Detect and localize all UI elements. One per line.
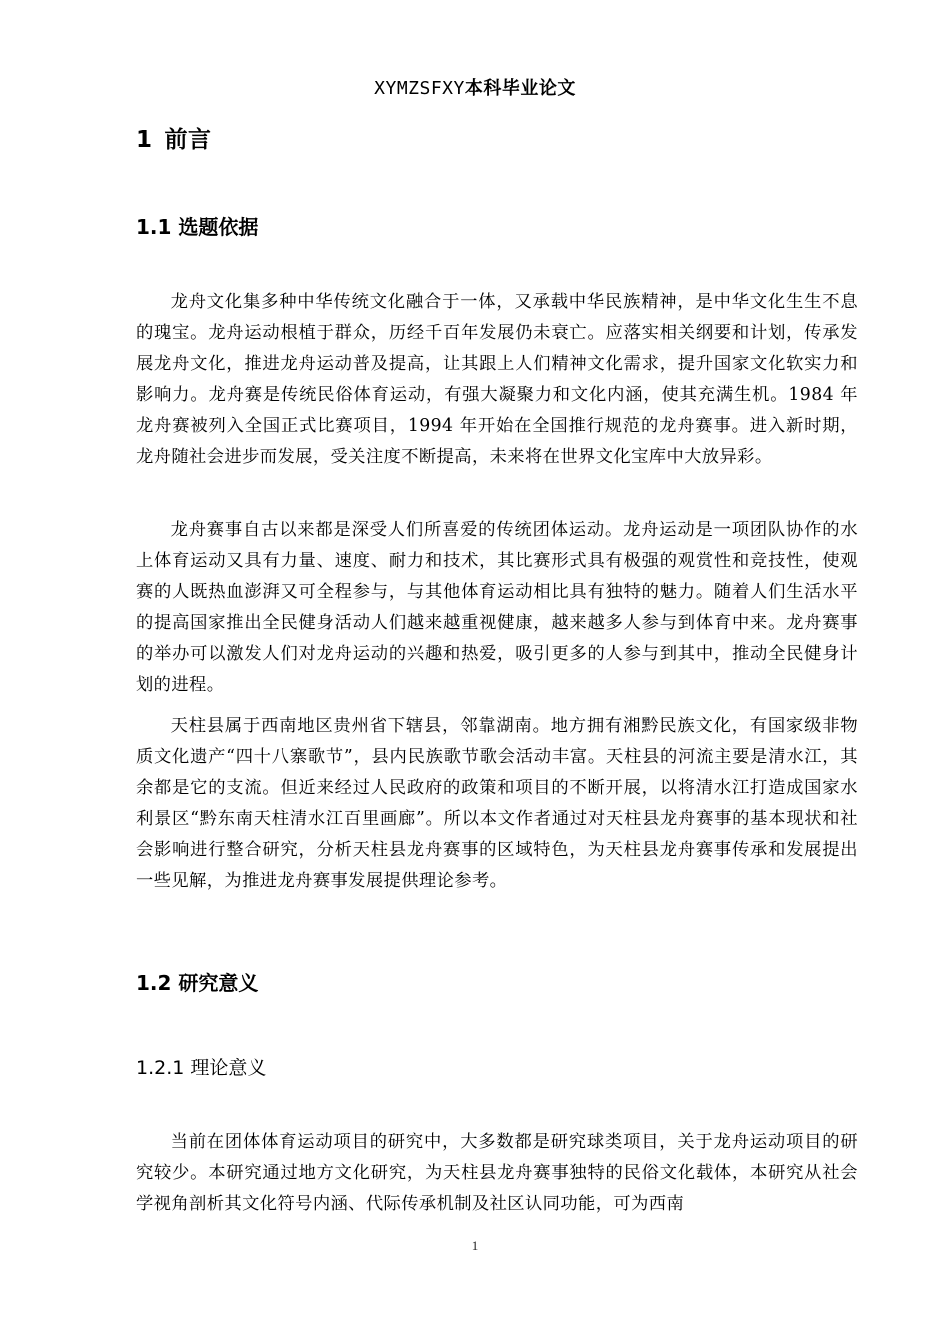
body-paragraph: 当前在团体体育运动项目的研究中，大多数都是研究球类项目，关于龙舟运动项目的研究较少。本研究通过地方文化研究，为天柱县龙舟赛事独特的民俗文化载体，本研究从社会学视角剖析其文化符号内涵、代际传承机制及社区认同功能，可为西南 <box>136 1132 858 1214</box>
chapter-title: 前言 <box>164 127 212 153</box>
chapter-number: 1 <box>136 127 153 153</box>
body-paragraph: 龙舟赛事自古以来都是深受人们所喜爱的传统团体运动。龙舟运动是一项团队协作的水上体育运动又具有力量、速度、耐力和技术，其比赛形式具有极强的观赏性和竞技性，使观赛的人既热血澎湃又可全程参与，与其他体育运动相比具有独特的魅力。随着人们生活水平的提高国家推出全民健身活动人们越来越重视健康，越来越多人参与到体育中来。龙舟赛事的举办可以激发人们对龙舟运动的兴趣和热爱，吸引更多的人参与到其中，推动全民健身计划的进程。 <box>136 520 858 695</box>
chapter-heading <box>136 124 212 156</box>
page-number: 1 <box>471 1238 479 1253</box>
body-paragraph: 龙舟文化集多种中华传统文化融合于一体，又承载中华民族精神，是中华文化生生不息的瑰宝。龙舟运动根植于群众，历经千百年发展仍未衰亡。应落实相关纲要和计划，传承发展龙舟文化，推进龙舟运动普及提高，让其跟上人们精神文化需求，提升国家文化软实力和影响力。龙舟赛是传统民俗体育运动，有强大凝聚力和文化内涵，使其充满生机。1984 年龙舟赛被列入全国正式比赛项目，1994 年开始在全国推行规范的龙舟赛事。进入新时期，龙舟随社会进步而发展，受关注度不断提高，未来将在世界文化宝库中大放异彩。 <box>136 292 858 467</box>
header-code: XYMZSFXY <box>374 78 465 99</box>
subsection-heading-1-2-1: 1.2.1 理论意义 <box>136 1057 267 1079</box>
section-heading-1-2: 1.2 研究意义 <box>136 971 259 995</box>
section-heading-1-1: 1.1 选题依据 <box>136 215 259 239</box>
header-title: 本科毕业论文 <box>464 78 576 99</box>
running-header <box>0 76 950 102</box>
body-paragraph: 天柱县属于西南地区贵州省下辖县，邻靠湖南。地方拥有湘黔民族文化，有国家级非物质文化遗产“四十八寨歌节”，县内民族歌节歌会活动丰富。天柱县的河流主要是清水江，其余都是它的支流。但近来经过人民政府的政策和项目的不断开展，以将清水江打造成国家水利景区“黔东南天柱清水江百里画廊”。所以本文作者通过对天柱县龙舟赛事的基本现状和社会影响进行整合研究，分析天柱县龙舟赛事的区域特色，为天柱县龙舟赛事传承和发展提出一些见解，为推进龙舟赛事发展提供理论参考。 <box>136 716 858 891</box>
